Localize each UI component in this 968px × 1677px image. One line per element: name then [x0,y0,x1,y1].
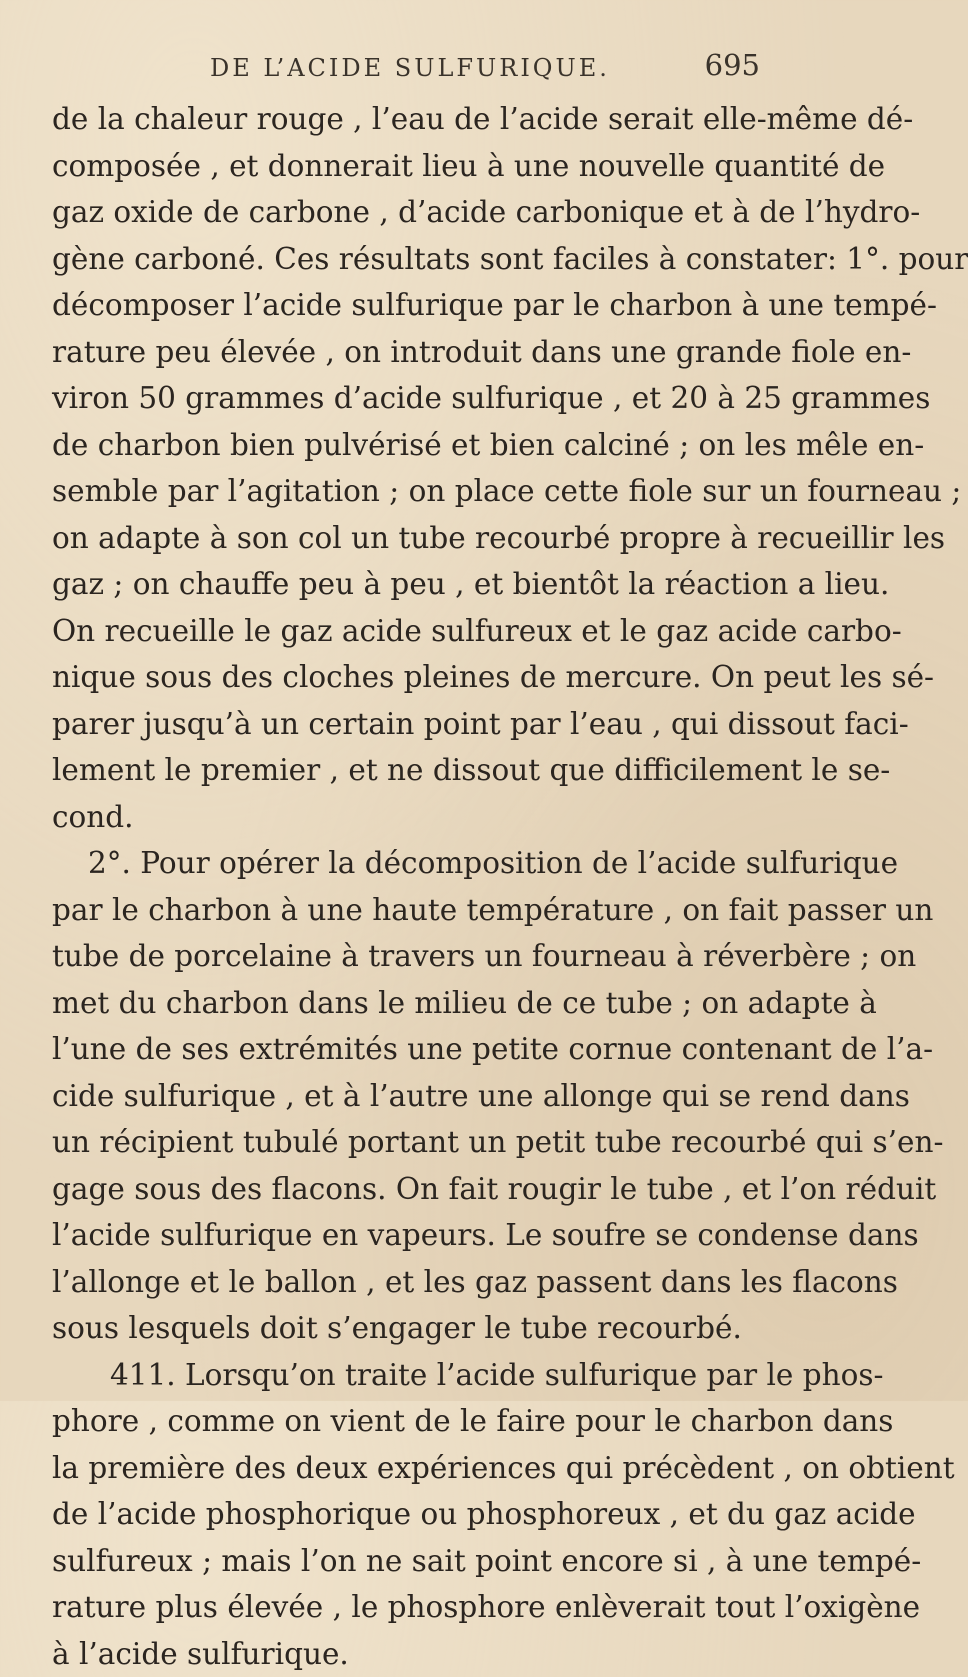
text-line: cond. [52,794,770,841]
text-line: l’allonge et le ballon , et les gaz passent dans les flacons [52,1259,770,1306]
text-line: lement le premier , et ne dissout que difficilement le se- [52,747,770,794]
text-line: semble par l’agitation ; on place cette fiole sur un fourneau ; [52,468,770,515]
text-line: on adapte à son col un tube recourbé propre à recueillir les [52,515,770,562]
text-line: de charbon bien pulvérisé et bien calciné ; on les mêle en- [52,422,770,469]
text-line: gage sous des flacons. On fait rougir le tube , et l’on réduit [52,1166,770,1213]
text-line: par le charbon à une haute température , on fait passer un [52,887,770,934]
text-line: gaz ; on chauffe peu à peu , et bientôt la réaction a lieu. [52,561,770,608]
text-line: l’une de ses extrémités une petite cornue contenant de l’a- [52,1026,770,1073]
paragraph-start-line: 411. Lorsqu’on traite l’acide sulfurique par le phos- [52,1352,770,1399]
text-line: gène carboné. Ces résultats sont faciles à constater: 1°. pour [52,236,770,283]
text-line: parer jusqu’à un certain point par l’eau , qui dissout faci- [52,701,770,748]
text-line: met du charbon dans le milieu de ce tube ; on adapte à [52,980,770,1027]
text-line: On recueille le gaz acide sulfureux et le gaz acide carbo- [52,608,770,655]
text-line: de la chaleur rouge , l’eau de l’acide serait elle-même dé- [52,96,770,143]
text-line: rature plus élevée , le phosphore enlèverait tout l’oxigène [52,1584,770,1631]
text-line: viron 50 grammes d’acide sulfurique , et 20 à 25 grammes [52,375,770,422]
text-line: gaz oxide de carbone , d’acide carbonique et à de l’hydro- [52,189,770,236]
paragraph-start-line: 2°. Pour opérer la décomposition de l’acide sulfurique [52,840,770,887]
text-line: composée , et donnerait lieu à une nouvelle quantité de [52,143,770,190]
text-line: nique sous des cloches pleines de mercure. On peut les sé- [52,654,770,701]
text-line: phore , comme on vient de le faire pour le charbon dans [52,1398,770,1445]
text-line: un récipient tubulé portant un petit tube recourbé qui s’en- [52,1119,770,1166]
page-header [60,48,760,88]
body-text [52,96,770,1677]
text-line: sous lesquels doit s’engager le tube recourbé. [52,1305,770,1352]
text-line: décomposer l’acide sulfurique par le charbon à une tempé- [52,282,770,329]
text-line: rature peu élevée , on introduit dans une grande fiole en- [52,329,770,376]
text-line: sulfureux ; mais l’on ne sait point encore si , à une tempé- [52,1538,770,1585]
running-head: DE L’ACIDE SULFURIQUE. [210,54,610,82]
text-line: de l’acide phosphorique ou phosphoreux , et du gaz acide [52,1491,770,1538]
text-line: cide sulfurique , et à l’autre une allonge qui se rend dans [52,1073,770,1120]
text-line: à l’acide sulfurique. [52,1631,770,1677]
text-line: la première des deux expériences qui précèdent , on obtient [52,1445,770,1492]
text-line: tube de porcelaine à travers un fourneau à réverbère ; on [52,933,770,980]
text-line: l’acide sulfurique en vapeurs. Le soufre se condense dans [52,1212,770,1259]
page-number: 695 [705,48,760,82]
